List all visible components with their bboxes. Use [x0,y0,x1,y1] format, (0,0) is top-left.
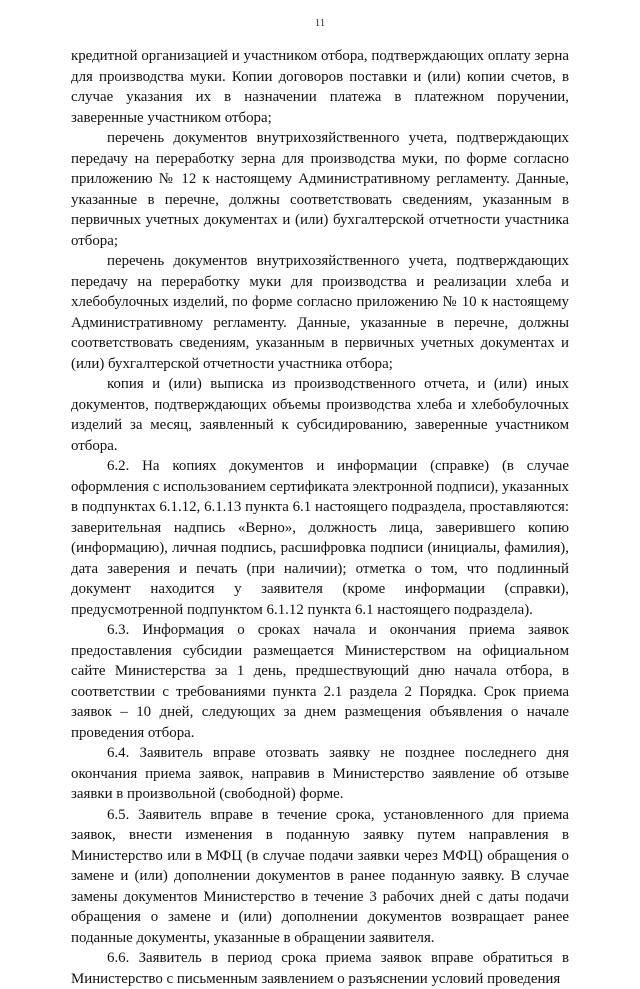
paragraph-1: кредитной организацией и участником отбора, подтверждающих оплату зерна для производства муки. Копии договоров поставки и (или) копии счетов, в случае указания их в назначении платежа в платежном поручении, заверенные участником отбора; [71,48,569,126]
page-number: 11 [314,17,326,29]
paragraph-6-2: 6.2. На копиях документов и информации (справке) (в случае оформления с использованием сертификата электронной подписи), указанных в подпунктах 6.1.12, 6.1.13 пункта 6.1 настоящего подраздела, проставляются: заверительная надпись «Верно», должность лица, заверившего копию (информацию), личная подпись, расшифровка подписи (инициалы, фамилия), дата заверения и печать (при наличии); отметка о том, что подлинный документ находится у заявителя (кроме информации (справки), предусмотренной подпунктом 6.1.12 пункта 6.1 настоящего подраздела). [71,458,569,618]
paragraph-6-5: 6.5. Заявитель вправе в течение срока, установленного для приема заявок, внести изменения в поданную заявку путем направления в Министерство или в МФЦ (в случае подачи заявки через МФЦ) обращения о замене и (или) дополнении документов в ранее поданную заявку. В случае замены документов Министерство в течение 3 рабочих дней с даты подачи обращения о замене и (или) дополнении документов возвращает ранее поданные документы, указанные в обращении заявителя. [71,806,569,946]
paragraph-6-3: 6.3. Информация о сроках начала и окончания приема заявок предоставления субсидии размещается Министерством на официальном сайте Министерства за 1 день, предшествующий дню начала отбора, в соответствии с требованиями пункта 2.1 раздела 2 Порядка. Срок приема заявок – 10 дней, следующих за днем размещения объявления о начале проведения отбора. [71,622,569,741]
paragraph-2: перечень документов внутрихозяйственного учета, подтверждающих передачу на переработку зерна для производства муки, по форме согласно приложению № 12 к настоящему Административному регламенту. Данные, указанные в перечне, должны соответствовать сведениям, указанным в первичных учетных документах и (или) бухгалтерской отчетности участника отбора; [71,130,569,249]
paragraph-3: перечень документов внутрихозяйственного учета, подтверждающих передачу на переработку муки для производства и реализации хлеба и хлебобулочных изделий, по форме согласно приложению № 10 к настоящему Административному регламенту. Данные, указанные в перечне, должны соответствовать сведениям, указанным в первичных учетных документах и (или) бухгалтерской отчетности участника отбора; [71,253,569,372]
paragraph-4: копия и (или) выписка из производственного отчета, и (или) иных документов, подтверждающих объемы производства хлеба и хлебобулочных изделий за месяц, заявленный к субсидированию, заверенные участником отбора. [71,376,569,454]
paragraph-6-4: 6.4. Заявитель вправе отозвать заявку не позднее последнего дня окончания приема заявок, направив в Министерство заявление об отзыве заявки в произвольной (свободной) форме. [71,745,569,802]
document-body [71,46,569,989]
paragraph-6-6: 6.6. Заявитель в период срока приема заявок вправе обратиться в Министерство с письменным заявлением о разъяснении условий проведения [71,950,569,987]
